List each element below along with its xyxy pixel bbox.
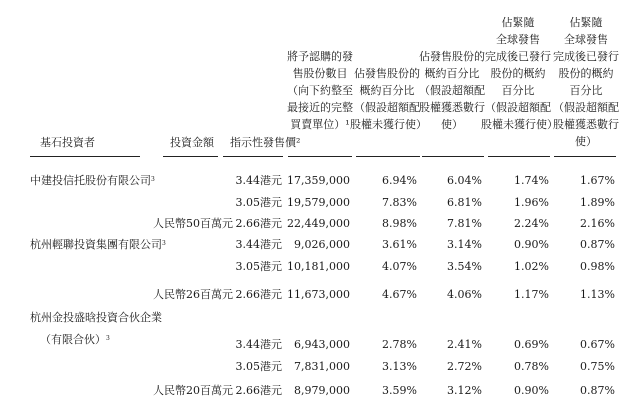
investor-footnote: 3 (106, 335, 110, 342)
cell-pct-after-ex: 0.98% (580, 260, 615, 273)
cell-pct-offer-ex: 4.06% (447, 288, 482, 301)
cell-pct-after: 0.90% (514, 238, 549, 251)
header-pct-after: 佔緊隨 全球發售 完成後已發行 股份的概約 百分比 （假設超額配 股權未獲行使） (481, 16, 558, 131)
cell-pct-after-ex: 1.89% (580, 196, 615, 209)
cell-pct-offer-ex: 2.41% (447, 338, 482, 351)
rule-pct-after (488, 156, 550, 157)
cell-pct-after: 0.78% (514, 360, 549, 373)
cell-pct-after-ex: 0.87% (580, 238, 615, 251)
cell-pct-offer-ex: 7.81% (447, 217, 482, 230)
cell-price: 2.66港元 (235, 217, 282, 230)
cell-pct-after-ex: 0.87% (580, 384, 615, 397)
cell-price: 3.44港元 (235, 338, 282, 351)
investor-name-text: 杭州輕聯投資集團有限公司 (30, 238, 162, 251)
cell-shares: 8,979,000 (294, 384, 350, 397)
investor-name-text: （有限合伙） (40, 333, 106, 346)
rule-pct-offer-ex (422, 156, 484, 157)
cell-shares: 9,026,000 (294, 238, 350, 251)
investor-name-line2 (40, 333, 110, 347)
header-amount: 投資金額 (170, 136, 214, 149)
cell-price: 3.05港元 (235, 360, 282, 373)
cell-pct-offer: 4.07% (382, 260, 417, 273)
cell-pct-offer-ex: 3.12% (447, 384, 482, 397)
cell-pct-offer-ex: 6.81% (447, 196, 482, 209)
cell-shares: 11,673,000 (287, 288, 350, 301)
cell-pct-after: 1.17% (514, 288, 549, 301)
cell-pct-after: 0.69% (514, 338, 549, 351)
rule-amount (163, 156, 218, 157)
cell-pct-offer: 7.83% (382, 196, 417, 209)
cell-pct-offer: 2.78% (382, 338, 417, 351)
cell-pct-offer-ex: 6.04% (447, 174, 482, 187)
cell-price: 2.66港元 (235, 384, 282, 397)
header-pct-offer-ex: 佔發售股份的 概約百分比 （假設超額配 股權獲悉數行 使） (419, 50, 485, 131)
cell-price: 3.05港元 (235, 196, 282, 209)
cell-price: 3.05港元 (235, 260, 282, 273)
rule-investor (30, 156, 140, 157)
cell-shares: 6,943,000 (294, 338, 350, 351)
cell-pct-after: 1.74% (514, 174, 549, 187)
cell-pct-after-ex: 0.67% (580, 338, 615, 351)
cell-price: 3.44港元 (235, 174, 282, 187)
cell-pct-after: 1.02% (514, 260, 549, 273)
investment-amount: 人民幣26百萬元 (153, 288, 233, 301)
rule-pct-after-ex (554, 156, 616, 157)
cell-pct-after-ex: 0.75% (580, 360, 615, 373)
cell-pct-after: 1.96% (514, 196, 549, 209)
cell-pct-after: 0.90% (514, 384, 549, 397)
investor-footnote: 3 (151, 176, 155, 183)
header-shares: 將予認購的發 售股份數目 （向下約整至 最接近的完整 買賣單位）¹ (287, 50, 353, 131)
investor-name-text: 杭州金投盛晗投資合伙企業 (30, 311, 162, 324)
investor-name (30, 238, 166, 252)
header-pct-after-ex: 佔緊隨 全球發售 完成後已發行 股份的概約 百分比 （假設超額配 股權獲悉數行 使） (553, 16, 619, 148)
cell-pct-offer-ex: 3.54% (447, 260, 482, 273)
cell-pct-after: 2.24% (514, 217, 549, 230)
cell-pct-offer: 3.13% (382, 360, 417, 373)
cell-pct-offer: 4.67% (382, 288, 417, 301)
cell-pct-after-ex: 1.67% (580, 174, 615, 187)
investment-amount: 人民幣50百萬元 (153, 217, 233, 230)
investor-name (30, 311, 162, 325)
rule-pct-offer (356, 156, 420, 157)
cell-shares: 17,359,000 (287, 174, 350, 187)
cell-pct-offer-ex: 2.72% (447, 360, 482, 373)
cell-shares: 19,579,000 (287, 196, 350, 209)
cell-price: 3.44港元 (235, 238, 282, 251)
rule-price (223, 156, 283, 157)
cell-pct-offer: 3.61% (382, 238, 417, 251)
investor-name (30, 174, 155, 188)
cell-price: 2.66港元 (235, 288, 282, 301)
investor-footnote: 3 (162, 240, 166, 247)
cell-pct-offer: 3.59% (382, 384, 417, 397)
cell-pct-after-ex: 1.13% (580, 288, 615, 301)
investment-amount: 人民幣20百萬元 (153, 384, 233, 397)
rule-shares (288, 156, 352, 157)
cell-shares: 7,831,000 (294, 360, 350, 373)
cell-pct-offer-ex: 3.14% (447, 238, 482, 251)
cell-pct-offer: 6.94% (382, 174, 417, 187)
cell-shares: 22,449,000 (287, 217, 350, 230)
investor-name-text: 中建投信托股份有限公司 (30, 174, 151, 187)
cell-pct-offer: 8.98% (382, 217, 417, 230)
cell-pct-after-ex: 2.16% (580, 217, 615, 230)
header-pct-offer: 佔發售股份的 概約百分比 （假設超額配 股權未獲行使） (350, 67, 427, 131)
header-investor: 基石投資者 (40, 136, 95, 149)
cell-shares: 10,181,000 (287, 260, 350, 273)
header-price: 指示性發售價² (230, 136, 301, 149)
